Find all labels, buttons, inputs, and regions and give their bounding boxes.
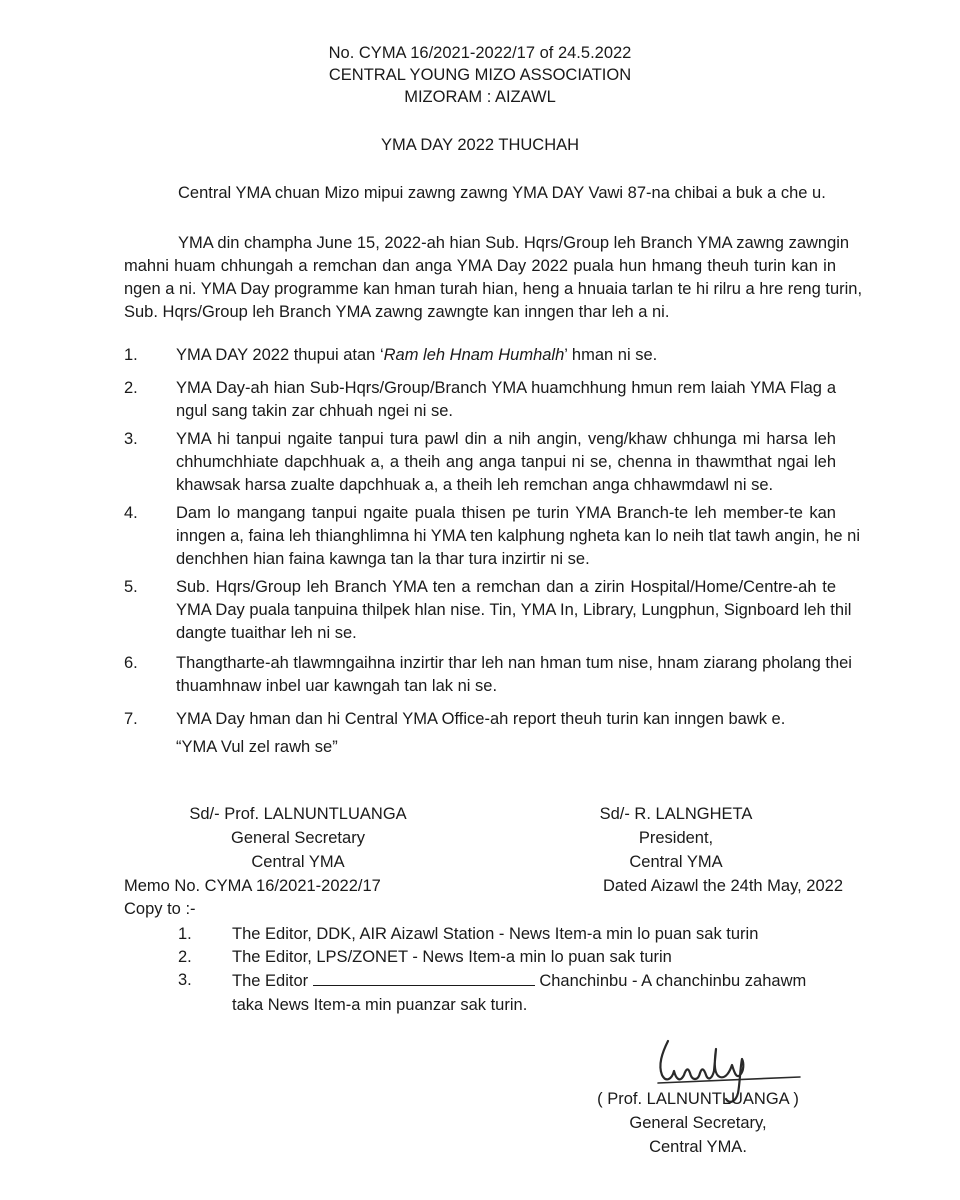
organization-name: CENTRAL YOUNG MIZO ASSOCIATION	[328, 66, 632, 84]
list-item-number: 7.	[124, 710, 138, 728]
left-signatory-org: Central YMA	[251, 853, 345, 871]
list-item-number: 6.	[124, 654, 138, 672]
list-item-line: Dam lo mangang tanpui ngaite puala thisen pe turin YMA Branch-te leh member-te kan	[176, 504, 836, 522]
copy-item-prefix: The Editor	[232, 972, 309, 990]
list-item-line	[176, 346, 836, 365]
copy-item-text: The Editor, LPS/ZONET - News Item-a min lo puan sak turin	[232, 948, 672, 966]
closing-name: ( Prof. LALNUNTLUANGA )	[597, 1090, 799, 1108]
copy-item-text: The Editor, DDK, AIR Aizawl Station - News Item-a min lo puan sak turin	[232, 925, 759, 943]
intro-line: ngen a ni. YMA Day programme kan hman turah hian, heng a hnuaia tarlan te hi rilru a hre reng turin,	[124, 280, 863, 298]
motto: “YMA Vul zel rawh se”	[176, 738, 338, 756]
list-item-line: YMA Day puala tanpuina thilpek hlan nise. Tin, YMA In, Library, Lungphun, Signboard leh thil	[176, 601, 852, 619]
copy-item-number: 1.	[178, 925, 192, 943]
right-signatory-org: Central YMA	[629, 853, 723, 871]
list-item-line: khawsak harsa zualte dapchhuak a, a theih leh remchan anga chhawmdawl ni se.	[176, 476, 774, 494]
right-signatory-designation: President,	[638, 829, 714, 847]
document-title: YMA DAY 2022 THUCHAH	[380, 136, 580, 154]
item-text: YMA DAY 2022 thupui atan ‘	[176, 346, 384, 364]
list-item-line: chhumchhiate dapchhuak a, a theih ang anga tanpui ni se, chenna in thawmthat ngai leh	[176, 453, 836, 471]
list-item-number: 3.	[124, 430, 138, 448]
intro-line: YMA din champha June 15, 2022-ah hian Sub. Hqrs/Group leh Branch YMA zawng zawngin	[178, 234, 850, 252]
organization-location: MIZORAM : AIZAWL	[404, 88, 556, 106]
copy-item-text-continued: taka News Item-a min puanzar sak turin.	[232, 996, 528, 1014]
memo-number: Memo No. CYMA 16/2021-2022/17	[124, 877, 381, 895]
memo-date: Dated Aizawl the 24th May, 2022	[603, 877, 844, 895]
theme-text: Ram leh Hnam Humhalh	[383, 346, 565, 364]
copy-item-text	[232, 971, 806, 991]
item-text: ’ hman ni se.	[564, 346, 658, 364]
closing-org: Central YMA.	[649, 1138, 747, 1156]
left-signatory-designation: General Secretary	[231, 829, 365, 847]
list-item-number: 1.	[124, 346, 138, 364]
list-item-line: dangte tuaithar leh ni se.	[176, 624, 357, 642]
list-item-line: Sub. Hqrs/Group leh Branch YMA ten a remchan dan a zirin Hospital/Home/Centre-ah te	[176, 578, 836, 596]
list-item-line: thuamhnaw inbel uar kawngah tan lak ni se.	[176, 677, 498, 695]
copy-item-suffix: Chanchinbu - A chanchinbu zahawm	[539, 972, 807, 990]
intro-line: Sub. Hqrs/Group leh Branch YMA zawng zawngte kan inngen thar leh a ni.	[124, 303, 670, 321]
list-item-line: YMA Day-ah hian Sub-Hqrs/Group/Branch YMA huamchhung hmun rem laiah YMA Flag a	[176, 379, 836, 397]
copy-item-number: 2.	[178, 948, 192, 966]
list-item-line: inngen a, faina leh thianghlimna hi YMA ten kalphung ngheta kan lo neih tlat tawh angin, he ni	[176, 527, 861, 545]
reference-number: No. CYMA 16/2021-2022/17 of 24.5.2022	[328, 44, 632, 62]
greeting-line: Central YMA chuan Mizo mipui zawng zawng YMA DAY Vawi 87-na chibai a buk a che u.	[178, 184, 826, 202]
copy-item-number: 3.	[178, 971, 192, 989]
right-signatory-name: Sd/- R. LALNGHETA	[599, 805, 753, 823]
list-item-line: ngul sang takin zar chhuah ngei ni se.	[176, 402, 454, 420]
list-item-line: Thangtharte-ah tlawmngaihna inzirtir thar leh nan hman tum nise, hnam ziarang pholang thei	[176, 654, 852, 672]
intro-line: mahni huam chhungah a remchan dan anga YMA Day 2022 puala hun hmang theuh turin kan in	[124, 257, 836, 275]
list-item-line: YMA hi tanpui ngaite tanpui tura pawl din a nih angin, veng/khaw chhunga mi harsa leh	[176, 430, 836, 448]
list-item-number: 5.	[124, 578, 138, 596]
list-item-number: 2.	[124, 379, 138, 397]
closing-designation: General Secretary,	[629, 1114, 767, 1132]
list-item-number: 4.	[124, 504, 138, 522]
copy-to-label: Copy to :-	[124, 900, 196, 918]
list-item-line: YMA Day hman dan hi Central YMA Office-ah report theuh turin kan inngen bawk e.	[176, 710, 786, 728]
list-item-line: denchhen hian faina kawnga tan la thar tura inzirtir ni se.	[176, 550, 590, 568]
left-signatory-name: Sd/- Prof. LALNUNTLUANGA	[189, 805, 407, 823]
blank-line	[313, 971, 535, 986]
